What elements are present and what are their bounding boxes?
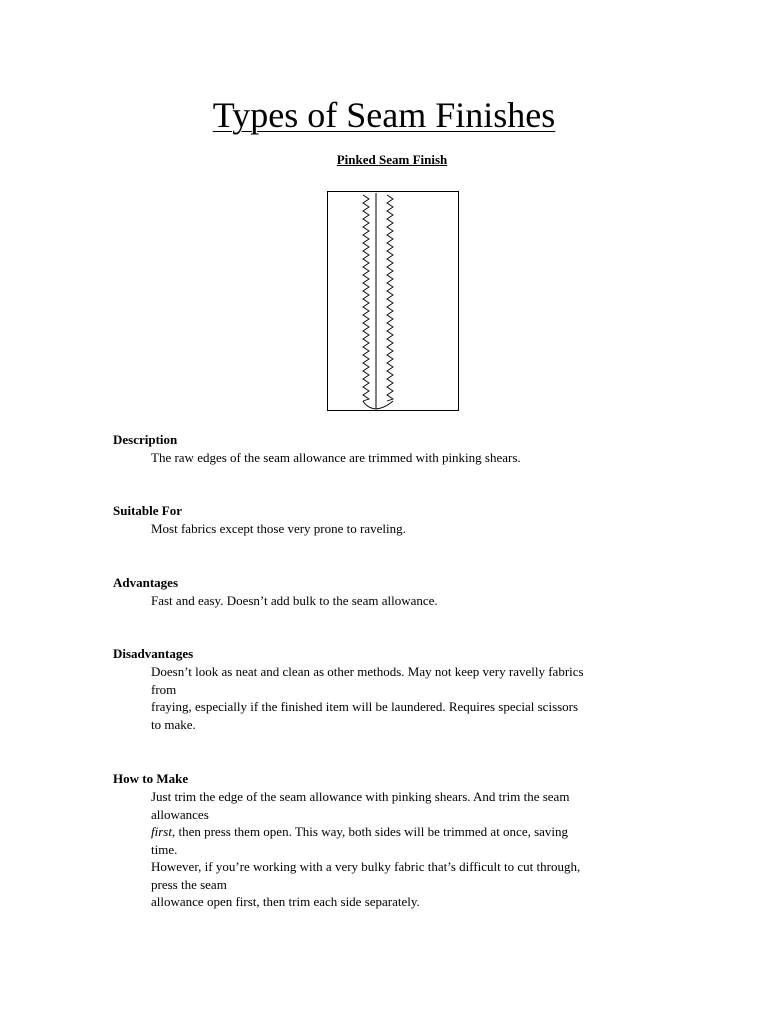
pinked-seam-diagram-icon xyxy=(327,191,459,411)
advantages-section xyxy=(113,574,653,610)
disadvantages-section xyxy=(113,645,653,733)
advantages-heading: Advantages xyxy=(113,575,179,590)
how-to-make-section xyxy=(113,770,653,911)
advantages-text: Fast and easy. Doesn’t add bulk to the seam allowance. xyxy=(151,593,438,608)
how-to-make-text: Just trim the edge of the seam allowance with pinking shears. And trim the seam allowances first, then press them open. This way, both sides will be trimmed at once, saving time. However, if you’re working with a very bulky fabric that’s difficult to cut through, press the seam allowance open first, then trim each side separately. xyxy=(151,789,581,909)
disadvantages-heading: Disadvantages xyxy=(113,646,194,661)
section-subtitle: Pinked Seam Finish xyxy=(336,152,448,167)
description-text: The raw edges of the seam allowance are trimmed with pinking shears. xyxy=(151,450,521,465)
description-section xyxy=(113,431,653,467)
suitable-for-text: Most fabrics except those very prone to raveling. xyxy=(151,521,406,536)
suitable-for-heading: Suitable For xyxy=(113,503,182,518)
suitable-for-section xyxy=(113,502,653,538)
page-title: Types of Seam Finishes xyxy=(212,95,556,135)
how-to-make-heading: How to Make xyxy=(113,771,189,786)
disadvantages-text: Doesn’t look as neat and clean as other methods. May not keep very ravelly fabrics from fraying, especially if the finished item will be laundered. Requires special scissors to make. xyxy=(151,664,584,732)
description-heading: Description xyxy=(113,432,178,447)
